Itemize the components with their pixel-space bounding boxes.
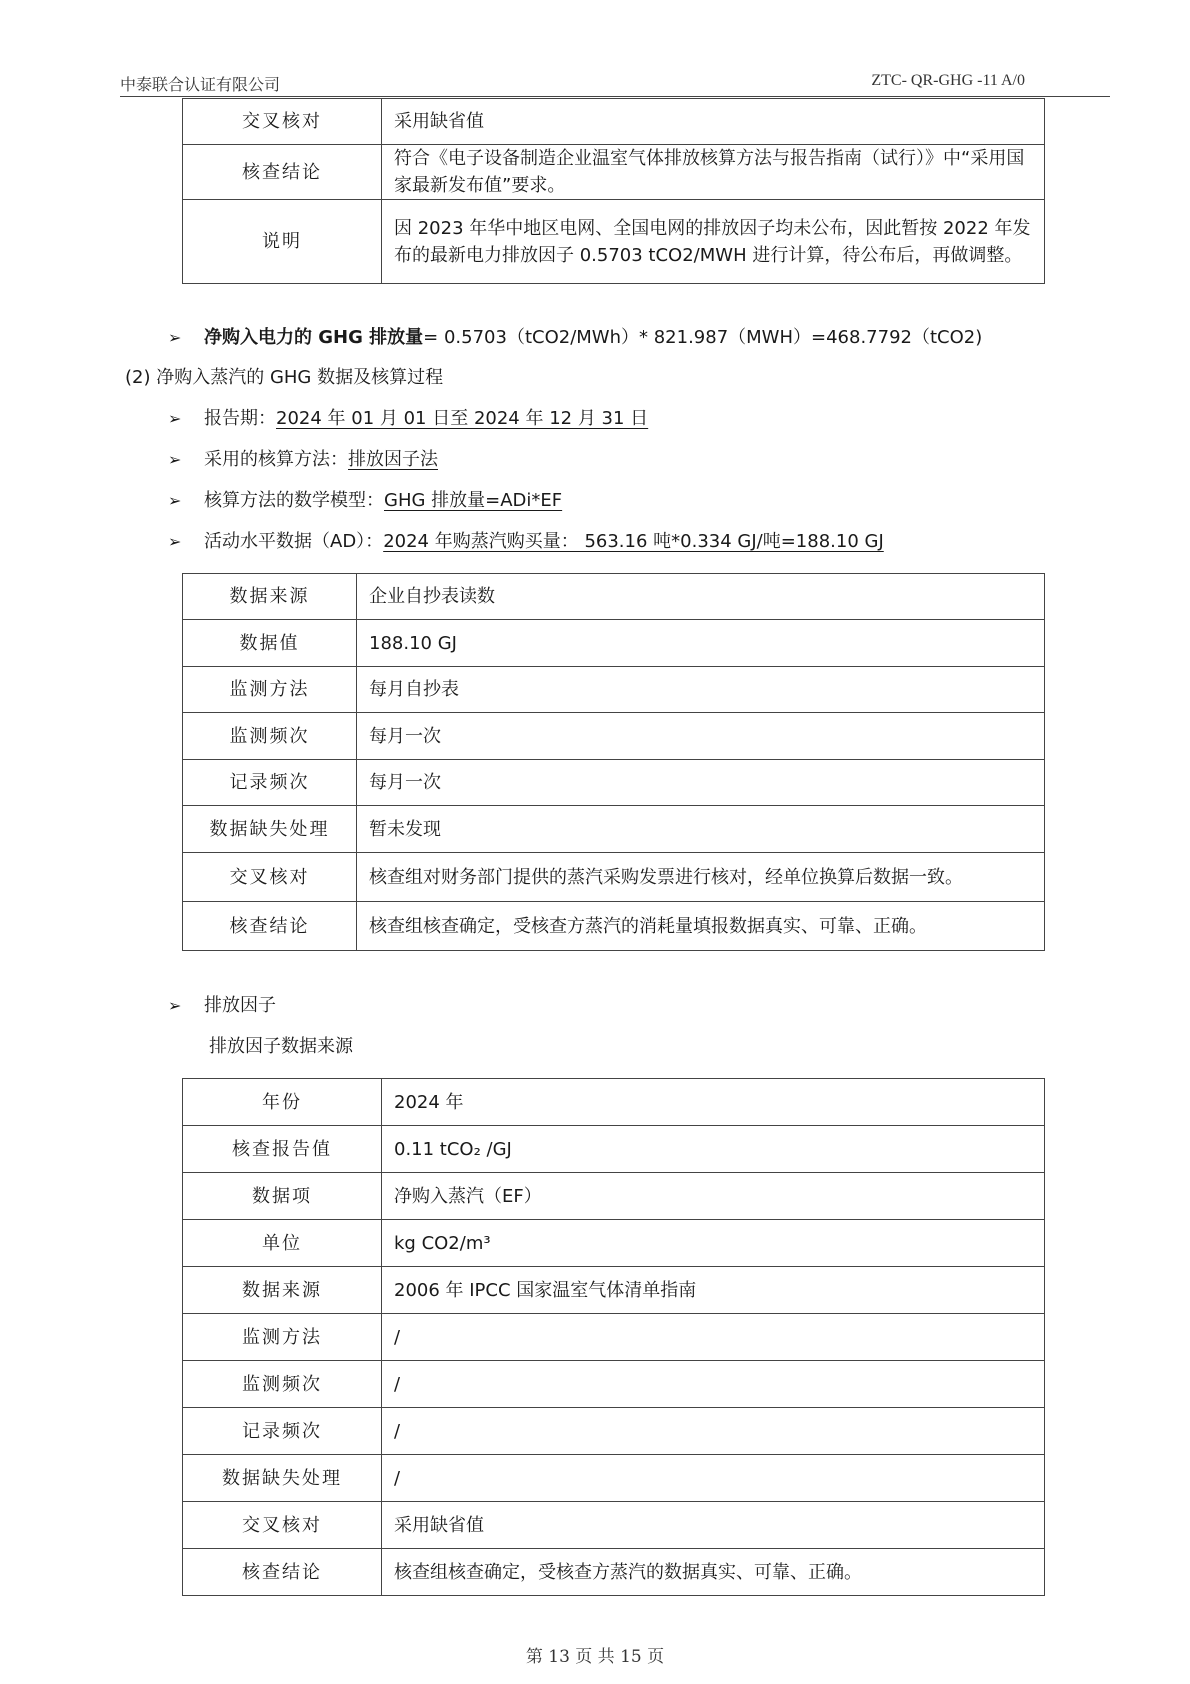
row-value: 净购入蒸汽（EF）: [382, 1173, 1045, 1220]
row-key: 交叉核对: [183, 853, 357, 902]
row-value: 每月自抄表: [357, 667, 1045, 713]
row-value: 2006 年 IPCC 国家温室气体清单指南: [382, 1267, 1045, 1314]
row-value: 188.10 GJ: [357, 620, 1045, 667]
row-key: 监测方法: [183, 667, 357, 713]
row-value: /: [382, 1361, 1045, 1408]
model-label: 核算方法的数学模型：: [204, 490, 384, 511]
row-key: 核查结论: [183, 902, 357, 951]
table-row: [183, 1314, 1045, 1361]
row-value: 核查组核查确定，受核查方蒸汽的数据真实、可靠、正确。: [382, 1549, 1045, 1596]
row-value: /: [382, 1408, 1045, 1455]
row-key: 数据缺失处理: [183, 806, 357, 853]
table-row: [183, 99, 1045, 145]
table-row: [183, 1361, 1045, 1408]
method-line: [168, 448, 438, 472]
table-row: [183, 1267, 1045, 1314]
method-label: 采用的核算方法：: [204, 449, 348, 470]
table-row: [183, 1549, 1045, 1596]
table-row: [183, 574, 1045, 620]
table-row: [183, 853, 1045, 902]
ef-section-title: 排放因子: [204, 995, 276, 1016]
electricity-emission-formula: = 0.5703（tCO2/MWh）* 821.987（MWH）=468.7792（tCO2): [423, 327, 983, 348]
table-row: [183, 667, 1045, 713]
page-number: 第 13 页 共 15 页: [525, 1647, 665, 1667]
row-value: 采用缺省值: [382, 1502, 1045, 1549]
row-key: 监测方法: [183, 1314, 382, 1361]
activity-data-value: 2024 年购蒸汽购买量： 563.16 吨*0.334 GJ/吨=188.10 GJ: [383, 531, 884, 552]
row-key: 数据缺失处理: [183, 1455, 382, 1502]
row-key: 数据值: [183, 620, 357, 667]
arrow-bullet-icon: ➢: [168, 409, 182, 428]
row-key: 记录频次: [183, 1408, 382, 1455]
activity-data-table: [182, 573, 1045, 951]
table-row: [183, 902, 1045, 951]
model-line: [168, 489, 562, 513]
row-value: /: [382, 1314, 1045, 1361]
row-key: 监测频次: [183, 713, 357, 760]
reporting-period-label: 报告期：: [204, 408, 276, 429]
table-row: [183, 620, 1045, 667]
row-value: 暂未发现: [357, 806, 1045, 853]
row-value: 符合《电子设备制造企业温室气体排放核算方法与报告指南（试行）》中“采用国家最新发布值”要求。: [382, 145, 1045, 200]
row-value: 2024 年: [382, 1079, 1045, 1126]
arrow-bullet-icon: ➢: [168, 996, 182, 1015]
row-key: 单位: [183, 1220, 382, 1267]
row-key: 说明: [183, 200, 382, 284]
table-row: [183, 1220, 1045, 1267]
ef-section-subtitle: 排放因子数据来源: [209, 1036, 353, 1057]
row-value: 核查组核查确定，受核查方蒸汽的消耗量填报数据真实、可靠、正确。: [357, 902, 1045, 951]
row-key: 年份: [183, 1079, 382, 1126]
arrow-bullet-icon: ➢: [168, 491, 182, 510]
table-row: [183, 1173, 1045, 1220]
activity-data-label: 活动水平数据（AD）：: [204, 531, 384, 552]
ef-section-title-line: [168, 994, 276, 1018]
row-value: 每月一次: [357, 713, 1045, 760]
company-name: 中泰联合认证有限公司: [120, 75, 281, 94]
row-value: /: [382, 1455, 1045, 1502]
emission-factor-table: [182, 1078, 1045, 1596]
row-key: 记录频次: [183, 760, 357, 806]
model-value: GHG 排放量=ADi*EF: [384, 490, 563, 511]
row-key: 核查结论: [183, 145, 382, 200]
table-row: [183, 760, 1045, 806]
electricity-ef-table: [182, 98, 1045, 284]
method-value: 排放因子法: [348, 449, 438, 470]
row-value: 0.11 tCO₂ /GJ: [382, 1126, 1045, 1173]
row-key: 数据来源: [183, 1267, 382, 1314]
reporting-period-line: [168, 407, 648, 431]
table-row: [183, 713, 1045, 760]
row-value: 核查组对财务部门提供的蒸汽采购发票进行核对，经单位换算后数据一致。: [357, 853, 1045, 902]
table-row: [183, 200, 1045, 284]
row-value: 每月一次: [357, 760, 1045, 806]
row-key: 交叉核对: [183, 1502, 382, 1549]
row-key: 数据来源: [183, 574, 357, 620]
header-divider: [120, 96, 1110, 97]
document-code: ZTC- QR-GHG -11 A/0: [871, 72, 1025, 89]
table-row: [183, 1455, 1045, 1502]
row-key: 监测频次: [183, 1361, 382, 1408]
activity-data-line: [168, 530, 884, 554]
table-row: [183, 1126, 1045, 1173]
arrow-bullet-icon: ➢: [168, 328, 182, 347]
table-row: [183, 1502, 1045, 1549]
table-row: [183, 1408, 1045, 1455]
row-value: kg CO2/m³: [382, 1220, 1045, 1267]
row-key: 核查结论: [183, 1549, 382, 1596]
arrow-bullet-icon: ➢: [168, 450, 182, 469]
row-key: 数据项: [183, 1173, 382, 1220]
row-value: 企业自抄表读数: [357, 574, 1045, 620]
table-row: [183, 1079, 1045, 1126]
row-value: 因 2023 年华中地区电网、全国电网的排放因子均未公布，因此暂按 2022 年发布的最新电力排放因子 0.5703 tCO2/MWH 进行计算，待公布后，再做调整。: [382, 200, 1045, 284]
table-row: [183, 806, 1045, 853]
arrow-bullet-icon: ➢: [168, 532, 182, 551]
row-value: 采用缺省值: [382, 99, 1045, 145]
steam-section-title: (2) 净购入蒸汽的 GHG 数据及核算过程: [125, 367, 444, 388]
reporting-period-value: 2024 年 01 月 01 日至 2024 年 12 月 31 日: [276, 408, 649, 429]
electricity-emission-line: [168, 326, 982, 350]
row-key: 核查报告值: [183, 1126, 382, 1173]
table-row: [183, 145, 1045, 200]
row-key: 交叉核对: [183, 99, 382, 145]
electricity-emission-label: 净购入电力的 GHG 排放量: [204, 327, 424, 348]
